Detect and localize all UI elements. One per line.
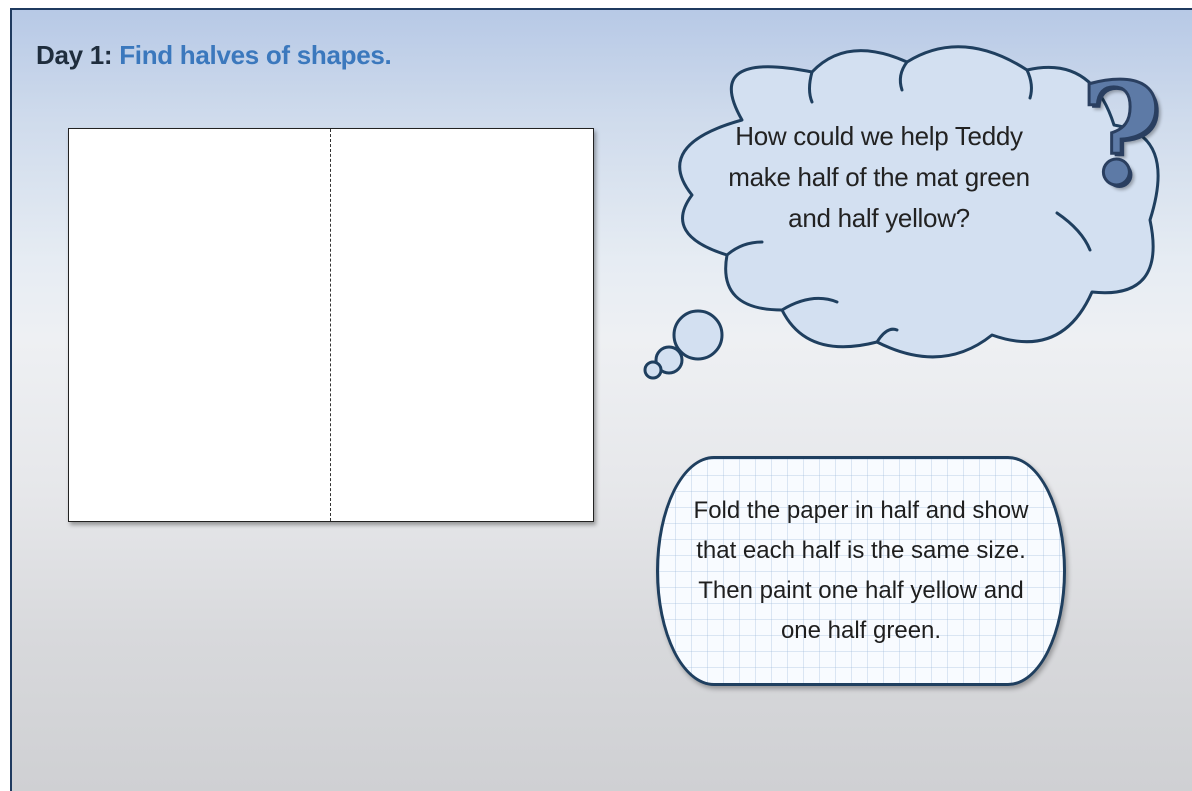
- fold-line: [330, 129, 331, 521]
- paper-rectangle: [68, 128, 594, 522]
- thought-bubble-question: How could we help Teddy make half of the mat green and half yellow?: [728, 121, 1030, 233]
- page-title: [36, 40, 391, 71]
- title-topic: Find halves of shapes.: [119, 40, 392, 70]
- instruction-text: Fold the paper in half and show that each half is the same size. Then paint one half yellow and one half green.: [693, 497, 1029, 644]
- title-day: Day 1:: [36, 40, 113, 70]
- instruction-card: [656, 456, 1066, 686]
- question-mark-icon: ?: [1080, 53, 1163, 217]
- worksheet-slide: [10, 8, 1192, 791]
